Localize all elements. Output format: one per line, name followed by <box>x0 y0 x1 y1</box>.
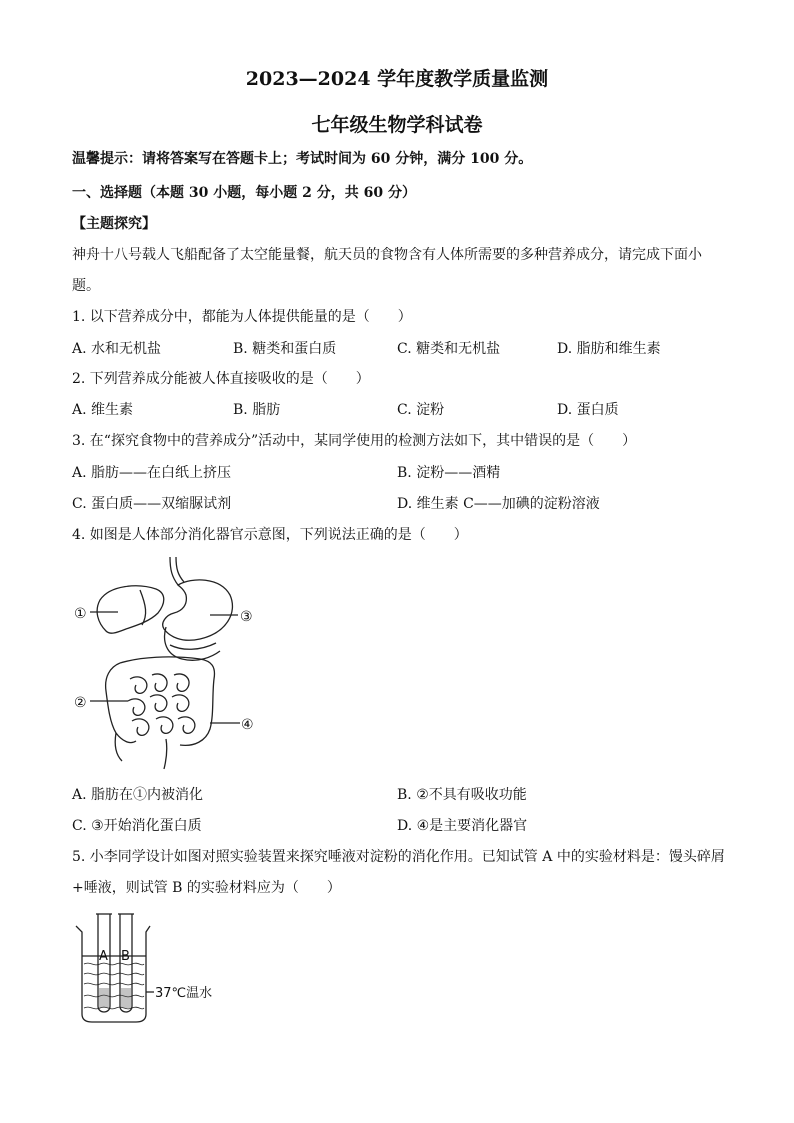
question-1-stem: 1. 以下营养成分中，都能为人体提供能量的是（ ） <box>72 309 412 325</box>
question-4-option-d[interactable]: D. ④是主要消化器官 <box>397 818 528 834</box>
question-2-option-b[interactable]: B. 脂肪 <box>233 402 281 418</box>
exam-subtitle: 七年级生物学科试卷 <box>311 114 483 136</box>
exam-tip: 温馨提示：请将答案写在答题卡上；考试时间为 60 分钟，满分 100 分。 <box>72 151 533 167</box>
question-5-stem-line-1: 5. 小李同学设计如图对照实验装置来探究唾液对淀粉的消化作用。已知试管 A 中的实验材料是：馒头碎屑 <box>72 849 725 865</box>
question-4-option-a[interactable]: A. 脂肪在①内被消化 <box>72 787 204 803</box>
digestive-label-1: ① <box>74 606 87 622</box>
question-3-option-b[interactable]: B. 淀粉——酒精 <box>397 465 501 481</box>
question-4-stem: 4. 如图是人体部分消化器官示意图，下列说法正确的是（ ） <box>72 527 468 543</box>
question-1-option-b[interactable]: B. 糖类和蛋白质 <box>233 341 337 357</box>
question-4-option-b[interactable]: B. ②不具有吸收功能 <box>397 787 527 803</box>
question-1-option-a[interactable]: A. 水和无机盐 <box>72 341 162 357</box>
question-2-stem: 2. 下列营养成分能被人体直接吸收的是（ ） <box>72 371 370 387</box>
tube-a-label: A <box>99 949 108 964</box>
question-3-option-c[interactable]: C. 蛋白质——双缩脲试剂 <box>72 496 232 512</box>
exam-title: 2023—2024 学年度教学质量监测 <box>245 68 549 90</box>
question-2-option-d[interactable]: D. 蛋白质 <box>557 402 619 418</box>
question-5-stem-line-2: +唾液，则试管 B 的实验材料应为（ ） <box>72 880 341 896</box>
beaker-figure <box>72 910 232 1025</box>
question-3-option-a[interactable]: A. 脂肪——在白纸上挤压 <box>72 465 232 481</box>
question-1-option-c[interactable]: C. 糖类和无机盐 <box>397 341 501 357</box>
question-2-option-a[interactable]: A. 维生素 <box>72 402 134 418</box>
water-label: 37℃温水 <box>155 986 213 1001</box>
question-2-option-c[interactable]: C. 淀粉 <box>397 402 445 418</box>
theme-heading: 【主题探究】 <box>72 216 156 232</box>
digestive-system-figure <box>70 555 270 770</box>
intro-line-1: 神舟十八号载人飞船配备了太空能量餐，航天员的食物含有人体所需要的多种营养成分，请完成下面小 <box>72 247 702 263</box>
section-heading: 一、选择题（本题 30 小题，每小题 2 分，共 60 分） <box>72 185 416 201</box>
question-3-stem: 3. 在“探究食物中的营养成分”活动中，某同学使用的检测方法如下，其中错误的是（ ） <box>72 433 637 449</box>
digestive-label-4: ④ <box>241 717 254 733</box>
digestive-label-2: ② <box>74 695 87 711</box>
question-1-option-d[interactable]: D. 脂肪和维生素 <box>557 341 661 357</box>
digestive-label-3: ③ <box>240 609 253 625</box>
question-4-option-c[interactable]: C. ③开始消化蛋白质 <box>72 818 202 834</box>
intro-line-2: 题。 <box>72 278 100 294</box>
tube-b-label: B <box>121 949 130 964</box>
question-3-option-d[interactable]: D. 维生素 C——加碘的淀粉溶液 <box>397 496 600 512</box>
